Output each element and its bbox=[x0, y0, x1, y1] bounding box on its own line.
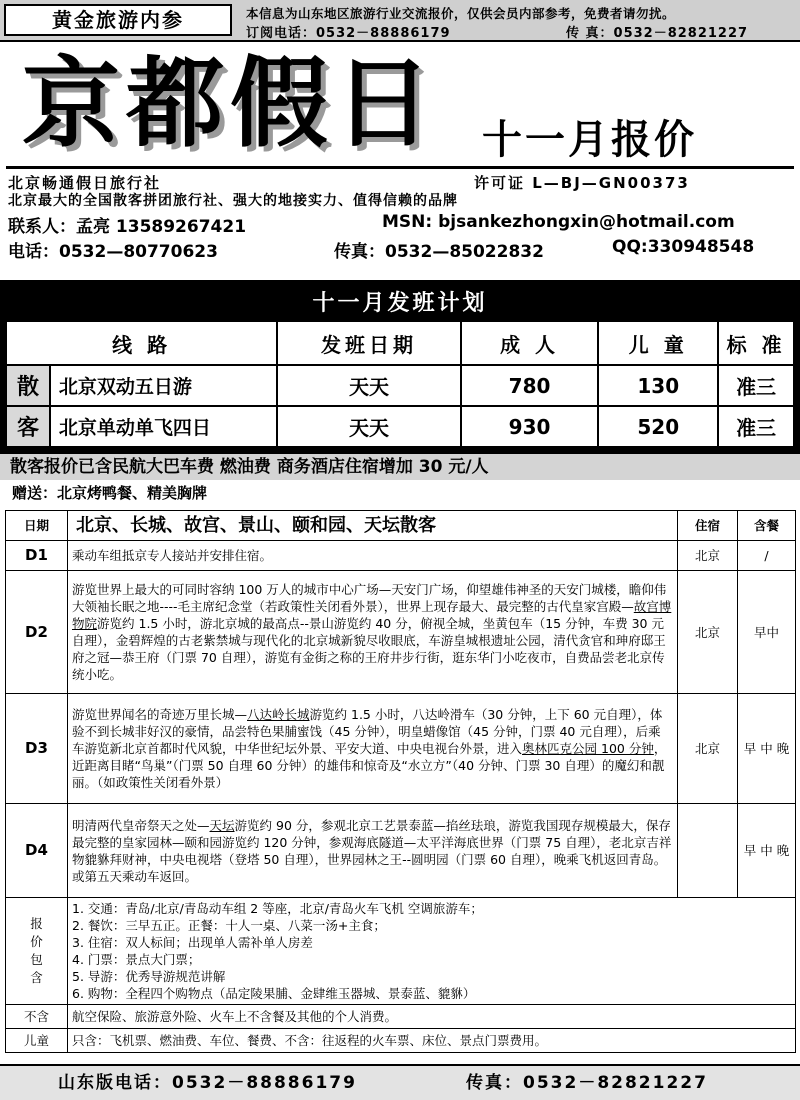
agency-name: 北京畅通假日旅行社 bbox=[8, 174, 162, 192]
adult-price: 930 bbox=[461, 406, 599, 447]
desc-text: 明清两代皇帝祭天之处— bbox=[72, 817, 210, 833]
route-name: 北京单动单飞四日 bbox=[50, 406, 277, 447]
day-description bbox=[68, 694, 678, 804]
gift-line: 赠送：北京烤鸭餐、精美胸牌 bbox=[12, 484, 208, 502]
contact-line bbox=[8, 212, 735, 237]
header-child: 儿 童 bbox=[598, 321, 718, 365]
header-day: 日期 bbox=[6, 511, 68, 541]
schedule-table bbox=[5, 320, 795, 448]
desc-text: 游览世界闻名的奇迹万里长城— bbox=[72, 707, 248, 722]
list-item: 2. 餐饮：三早五正。正餐：十人一桌、八菜一汤+主食； bbox=[72, 918, 386, 933]
day-description bbox=[68, 571, 678, 694]
category-label: 客 bbox=[6, 406, 50, 447]
header-meals: 含餐 bbox=[738, 511, 796, 541]
month-quote-title: 十一月报价 bbox=[482, 117, 697, 163]
member-notice: 本信息为山东地区旅游行业交流报价，仅供会员内部参考，免费者请勿扰。 bbox=[246, 6, 676, 21]
itinerary-table bbox=[5, 510, 796, 1053]
adult-price: 780 bbox=[461, 365, 599, 406]
header-stay: 住宿 bbox=[678, 511, 738, 541]
itinerary-header-row bbox=[6, 511, 796, 541]
includes-list bbox=[68, 898, 796, 1005]
desc-text: 游览约 1.5 小时，八达岭滑车（30 分钟，上下 60 元自理），体验不到长城非好汉的豪情，品尝特色果脯蜜饯（45 分钟），明皇蜡像馆（45 分钟，门票 40 元自理），后乘车游览新北京首都时代风貌，中华世纪坛外景、平安大道、中央电视台外景，进入 bbox=[72, 707, 663, 756]
day-meals: / bbox=[738, 541, 796, 571]
child-price: 130 bbox=[598, 365, 718, 406]
list-item: 3. 住宿：双人标间；出现单人需补单人房差 bbox=[72, 935, 313, 950]
attraction-link: 八达岭长城 bbox=[247, 707, 310, 722]
day-stay: 北京 bbox=[678, 571, 738, 694]
schedule-section bbox=[0, 280, 800, 480]
bottom-banner bbox=[0, 1064, 800, 1100]
label-char: 含 bbox=[30, 970, 43, 985]
contact-person: 联系人：孟亮 13589267421 bbox=[8, 217, 247, 237]
day-stay bbox=[678, 804, 738, 898]
label-char: 报 bbox=[30, 916, 43, 931]
attraction-link: 天坛 bbox=[209, 817, 235, 833]
attraction-link: 奥林匹克公园 100 分钟 bbox=[522, 741, 654, 756]
table-row bbox=[6, 571, 796, 694]
day-meals: 早 中 晚 bbox=[738, 694, 796, 804]
departure-date: 天天 bbox=[277, 406, 460, 447]
child-label: 儿童 bbox=[6, 1029, 68, 1053]
list-item: 1. 交通：青岛/北京/青岛动车组 2 等座，北京/青岛火车飞机 空调旅游车； bbox=[72, 901, 483, 916]
label-char: 包 bbox=[30, 952, 43, 967]
header-route: 线 路 bbox=[6, 321, 277, 365]
table-row bbox=[6, 1029, 796, 1053]
phone-line bbox=[8, 237, 755, 262]
table-row bbox=[6, 694, 796, 804]
excludes-text: 航空保险、旅游意外险、火车上不含餐及其他的个人消费。 bbox=[68, 1005, 796, 1029]
top-banner bbox=[0, 0, 800, 42]
header-date: 发班日期 bbox=[277, 321, 460, 365]
departure-date: 天天 bbox=[277, 365, 460, 406]
excludes-label: 不含 bbox=[6, 1005, 68, 1029]
table-row bbox=[6, 406, 794, 447]
desc-text: 游览世界上最大的可同时容纳 100 万人的城市中心广场—天安门广场，仰望雄伟神圣的天安门城楼，瞻仰伟大领袖长眠之地----毛主席纪念堂（若政策性关闭看外景），世界上现存最大、最完整的古代皇家宫殿— bbox=[72, 582, 667, 614]
day-description bbox=[68, 804, 678, 898]
table-row bbox=[6, 804, 796, 898]
schedule-header-row bbox=[6, 321, 794, 365]
bottom-phone: 山东版电话：0532－88886179 bbox=[58, 1073, 357, 1093]
day-meals: 早中 bbox=[738, 571, 796, 694]
attraction-link: 故宫博物院 bbox=[72, 599, 672, 631]
list-item: 4. 门票：景点大门票； bbox=[72, 952, 201, 967]
day-stay: 北京 bbox=[678, 694, 738, 804]
desc-text: 游览约 1.5 小时，游北京城的最高点--景山游览约 40 分，俯视全城，坐黄包车（15 分钟，车费 30 元自理），金碧辉煌的古老紫禁城与现代化的北京城新貌尽收眼底，车游皇城根遗址公园，清代贪官和珅府邸王府之冠—恭王府（门票 70 自理），游览有金街之称的王府井步行街，逛东华门小吃夜市，自费品尝老北京传统小吃。 bbox=[72, 616, 666, 682]
label-char: 价 bbox=[30, 934, 43, 949]
header-adult: 成 人 bbox=[461, 321, 599, 365]
day-label: D1 bbox=[6, 541, 68, 571]
desc-text: ，近距离目睹“鸟巢”（门票 50 自理 60 分钟）的雄伟和惊奇及“水立方”（40 分钟、门票 30 自理）的魔幻和靓丽。（如政策性关闭看外景） bbox=[72, 741, 667, 790]
list-item: 6. 购物：全程四个购物点（品定陵果脯、金肆维玉器城、景泰蓝、貔貅） bbox=[72, 986, 476, 1001]
category-label: 散 bbox=[6, 365, 50, 406]
agency-fax: 传真：0532—85022832 bbox=[334, 242, 544, 262]
brand-label: 黄金旅游内参 bbox=[4, 4, 232, 36]
desc-text: 游览约 90 分，参观北京工艺景泰蓝—掐丝珐琅，游览我国现存规模最大，保存最完整的皇家园林—颐和园游览约 120 分钟，参观海底隧道—太平洋海底世界（门票 75 自理），老北京吉祥物貔貅拜财神，中央电视塔（登塔 50 自理），世界园林之王--圆明园（门票 60 自理），晚乘飞机返回青岛。或第五天乘动车返回。 bbox=[72, 817, 672, 884]
bottom-fax: 传真：0532－82821227 bbox=[466, 1073, 708, 1093]
day-stay: 北京 bbox=[678, 541, 738, 571]
standard: 准三 bbox=[718, 365, 794, 406]
schedule-title: 十一月发班计划 bbox=[312, 291, 488, 316]
agency-slogan: 北京最大的全国散客拼团旅行社、强大的地接实力、值得信赖的品牌 bbox=[8, 193, 458, 209]
itinerary-title: 北京、长城、故宫、景山、颐和园、天坛散客 bbox=[68, 511, 678, 541]
table-row bbox=[6, 1005, 796, 1029]
route-name: 北京双动五日游 bbox=[50, 365, 277, 406]
child-price: 520 bbox=[598, 406, 718, 447]
msn-address: MSN: bjsankezhongxin@hotmail.com bbox=[382, 212, 735, 232]
day-meals: 早 中 晚 bbox=[738, 804, 796, 898]
agency-qq: QQ:330948548 bbox=[612, 237, 755, 257]
price-note: 散客报价已含民航大巴车费 燃油费 商务酒店住宿增加 30 元/人 bbox=[0, 452, 800, 480]
standard: 准三 bbox=[718, 406, 794, 447]
top-fax: 传 真：0532－82821227 bbox=[566, 26, 749, 41]
table-row bbox=[6, 365, 794, 406]
includes-label bbox=[6, 898, 68, 1005]
day-label: D3 bbox=[6, 694, 68, 804]
child-text: 只含：飞机票、燃油费、车位、餐费、不含：往返程的火车票、床位、景点门票费用。 bbox=[68, 1029, 796, 1053]
agency-phone: 电话：0532—80770623 bbox=[8, 242, 218, 262]
subscribe-phone: 订阅电话：0532－88886179 bbox=[246, 26, 451, 41]
license-number: 许可证 L—BJ—GN00373 bbox=[474, 174, 690, 192]
header-standard: 标 准 bbox=[718, 321, 794, 365]
list-item: 5. 导游：优秀导游规范讲解 bbox=[72, 969, 226, 984]
table-row bbox=[6, 898, 796, 1005]
day-description: 乘动车组抵京专人接站并安排住宿。 bbox=[68, 541, 678, 571]
masthead-title: 京都假日 bbox=[22, 46, 439, 161]
day-label: D2 bbox=[6, 571, 68, 694]
table-row bbox=[6, 541, 796, 571]
header-divider bbox=[6, 166, 794, 169]
day-label: D4 bbox=[6, 804, 68, 898]
